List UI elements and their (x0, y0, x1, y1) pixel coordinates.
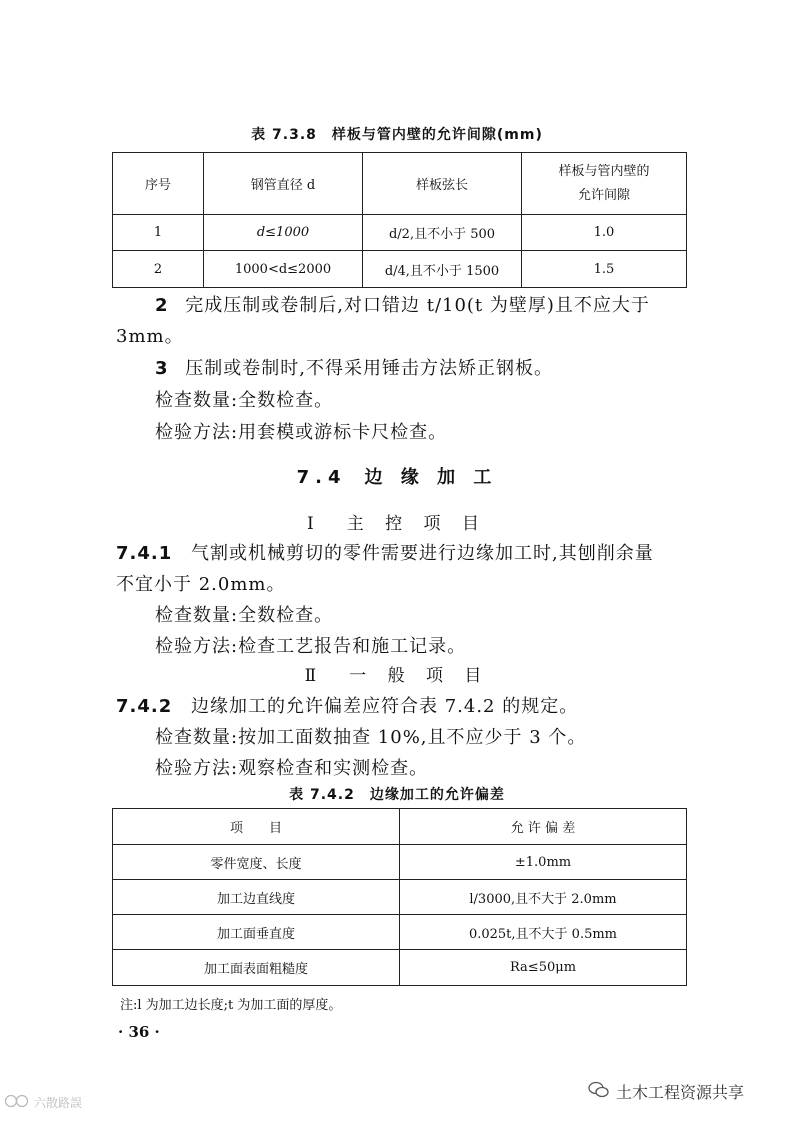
table1-cell: 2 (113, 251, 204, 288)
item-3-number: 3 (155, 358, 169, 379)
clause-7-4-1-line2: 不宜小于 2.0mm。 (116, 574, 286, 595)
clause-7-4-1-quantity: 检查数量:全数检查。 (155, 605, 334, 626)
wechat-icon (588, 1081, 610, 1103)
table1-cell: 1 (113, 215, 204, 251)
table1-cell: 1.5 (522, 251, 687, 288)
table-note: 注:l 为加工边长度;t 为加工面的厚度。 (120, 998, 342, 1013)
clause-7-4-1-number: 7.4.1 (116, 543, 173, 564)
table-row (113, 845, 687, 880)
section-heading (0, 463, 794, 489)
subsection-general: Ⅱ 一 般 项 目 (304, 666, 490, 686)
logo-icon (4, 1094, 30, 1111)
table2-cell: 加工面垂直度 (113, 915, 400, 950)
clause-7-4-2-quantity: 检查数量:按加工面数抽查 10%,且不应少于 3 个。 (155, 727, 587, 748)
table2-header-item: 项 目 (113, 809, 400, 845)
table1-header-gap (522, 153, 687, 215)
clause-7-4-2-text: 边缘加工的允许偏差应符合表 7.4.2 的规定。 (190, 696, 579, 717)
clause-7-4-2-line1 (116, 692, 578, 718)
table2-cell: 0.025t,且不大于 0.5mm (400, 915, 687, 950)
table2-cell: 零件宽度、长度 (113, 845, 400, 880)
item-2-line2: 3mm。 (116, 326, 184, 347)
table-row (113, 950, 687, 986)
section-number: 7.4 (296, 467, 347, 488)
table-7-4-2-caption: 表 7.4.2 边缘加工的允许偏差 (289, 787, 505, 803)
table-7-3-8 (112, 152, 687, 288)
table2-cell: 加工面表面粗糙度 (113, 950, 400, 986)
clause-7-4-1-method: 检验方法:检查工艺报告和施工记录。 (155, 636, 467, 657)
clause-7-4-1-line1 (116, 539, 654, 565)
table1-cell: d≤1000 (204, 215, 363, 251)
watermark-right (588, 1080, 744, 1103)
check-method: 检验方法:用套模或游标卡尺检查。 (155, 422, 448, 443)
watermark-left-text: 六散路誤 (34, 1096, 83, 1110)
page-number: · 36 · (118, 1023, 160, 1041)
table1-cell: 1.0 (522, 215, 687, 251)
table1-header-index: 序号 (113, 153, 204, 215)
table1-cell: d/2,且不小于 500 (363, 215, 522, 251)
table1-header-gap-line1: 样板与管内壁的 (558, 163, 650, 179)
clause-7-4-2-number: 7.4.2 (116, 696, 173, 717)
item-3-text: 压制或卷制时,不得采用锤击方法矫正钢板。 (185, 358, 553, 379)
table-row (113, 215, 687, 251)
check-quantity: 检查数量:全数检查。 (155, 390, 334, 411)
table1-cell: d/4,且不小于 1500 (363, 251, 522, 288)
watermark-left (4, 1094, 82, 1111)
table1-cell: 1000<d≤2000 (204, 251, 363, 288)
table1-header-diameter: 钢管直径 d (204, 153, 363, 215)
table2-cell: l/3000,且不大于 2.0mm (400, 880, 687, 915)
section-title: 边 缘 加 工 (364, 467, 498, 488)
clause-7-4-1-text: 气割或机械剪切的零件需要进行边缘加工时,其刨削余量 (190, 543, 654, 564)
table2-cell: Ra≤50μm (400, 950, 687, 986)
table-7-4-2 (112, 808, 687, 986)
table2-cell: 加工边直线度 (113, 880, 400, 915)
item-2-number: 2 (155, 295, 169, 316)
table1-header-gap-line2: 允许间隙 (577, 187, 630, 203)
item-3 (155, 354, 553, 380)
table2-cell: ±1.0mm (400, 845, 687, 880)
table-row (113, 880, 687, 915)
table1-header-chord: 样板弦长 (363, 153, 522, 215)
watermark-right-text: 土木工程资源共享 (616, 1083, 745, 1102)
subsection-main-control: Ⅰ 主 控 项 目 (307, 514, 487, 534)
clause-7-4-2-method: 检验方法:观察检查和实测检查。 (155, 758, 429, 779)
table-row (113, 915, 687, 950)
table2-header-tolerance: 允 许 偏 差 (400, 809, 687, 845)
table-7-3-8-caption: 表 7.3.8 样板与管内壁的允许间隙(mm) (251, 127, 543, 143)
table-row (113, 251, 687, 288)
item-2-text: 完成压制或卷制后,对口错边 t/10(t 为壁厚)且不应大于 (185, 295, 650, 316)
item-2-line1 (155, 291, 650, 317)
